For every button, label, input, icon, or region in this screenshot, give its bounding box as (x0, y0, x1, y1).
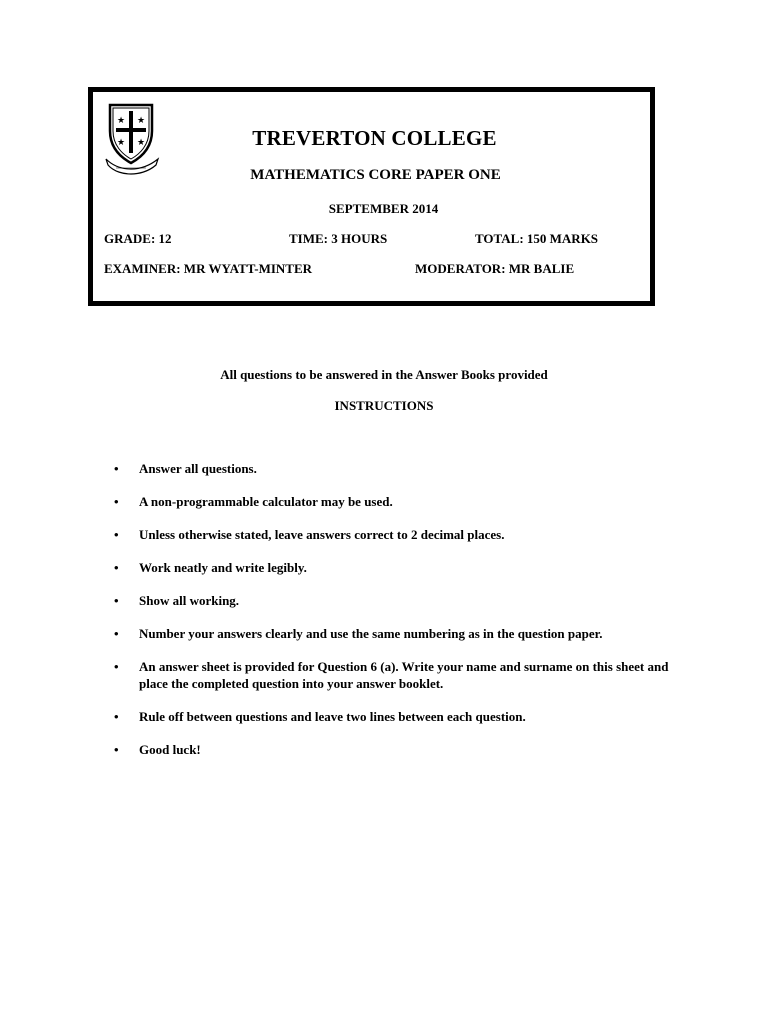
exam-date: SEPTEMBER 2014 (328, 201, 439, 216)
instruction-item (114, 592, 674, 609)
instruction-item (114, 625, 674, 642)
bullet-icon: • (114, 461, 119, 476)
instruction-text: A non-programmable calculator may be used. (139, 494, 393, 509)
bullet-icon: • (114, 659, 119, 674)
instruction-text: Rule off between questions and leave two lines between each question. (139, 709, 526, 724)
bullet-icon: • (114, 494, 119, 509)
bullet-icon: • (114, 742, 119, 757)
instruction-item (114, 460, 674, 477)
bullet-icon: • (114, 527, 119, 542)
exam-header-box (88, 87, 655, 306)
grade-label: GRADE: 12 (104, 231, 172, 246)
svg-text:★: ★ (116, 138, 126, 148)
instruction-item (114, 526, 674, 543)
instruction-text: Good luck! (139, 742, 201, 757)
instruction-text: Work neatly and write legibly. (139, 560, 307, 575)
instruction-item (114, 559, 674, 576)
svg-text:★: ★ (116, 116, 126, 126)
instruction-item (114, 493, 674, 510)
instructions-heading: INSTRUCTIONS (334, 398, 434, 413)
school-name: TREVERTON COLLEGE (252, 126, 497, 150)
bullet-icon: • (114, 709, 119, 724)
bullet-icon: • (114, 560, 119, 575)
instruction-text: Unless otherwise stated, leave answers correct to 2 decimal places. (139, 527, 505, 542)
instruction-text: Show all working. (139, 593, 240, 608)
total-marks-label: TOTAL: 150 MARKS (475, 231, 599, 246)
instruction-text: Answer all questions. (139, 461, 257, 476)
moderator-label: MODERATOR: MR BALIE (415, 261, 575, 276)
bullet-icon: • (114, 626, 119, 641)
svg-text:★: ★ (136, 116, 146, 126)
instruction-item (114, 658, 674, 692)
examiner-label: EXAMINER: MR WYATT-MINTER (104, 261, 313, 276)
instruction-item (114, 708, 674, 725)
instructions-list (114, 460, 674, 774)
instruction-item (114, 741, 674, 758)
instruction-text: Number your answers clearly and use the same numbering as in the question paper. (139, 626, 603, 641)
svg-text:★: ★ (136, 138, 146, 148)
answer-books-notice: All questions to be answered in the Answer Books provided (220, 367, 548, 382)
instruction-text: An answer sheet is provided for Question 6 (a). Write your name and surname on this sheet and place the completed question into your answer booklet. (139, 659, 669, 691)
paper-title: MATHEMATICS CORE PAPER ONE (250, 167, 501, 183)
time-label: TIME: 3 HOURS (289, 231, 388, 246)
bullet-icon: • (114, 593, 119, 608)
